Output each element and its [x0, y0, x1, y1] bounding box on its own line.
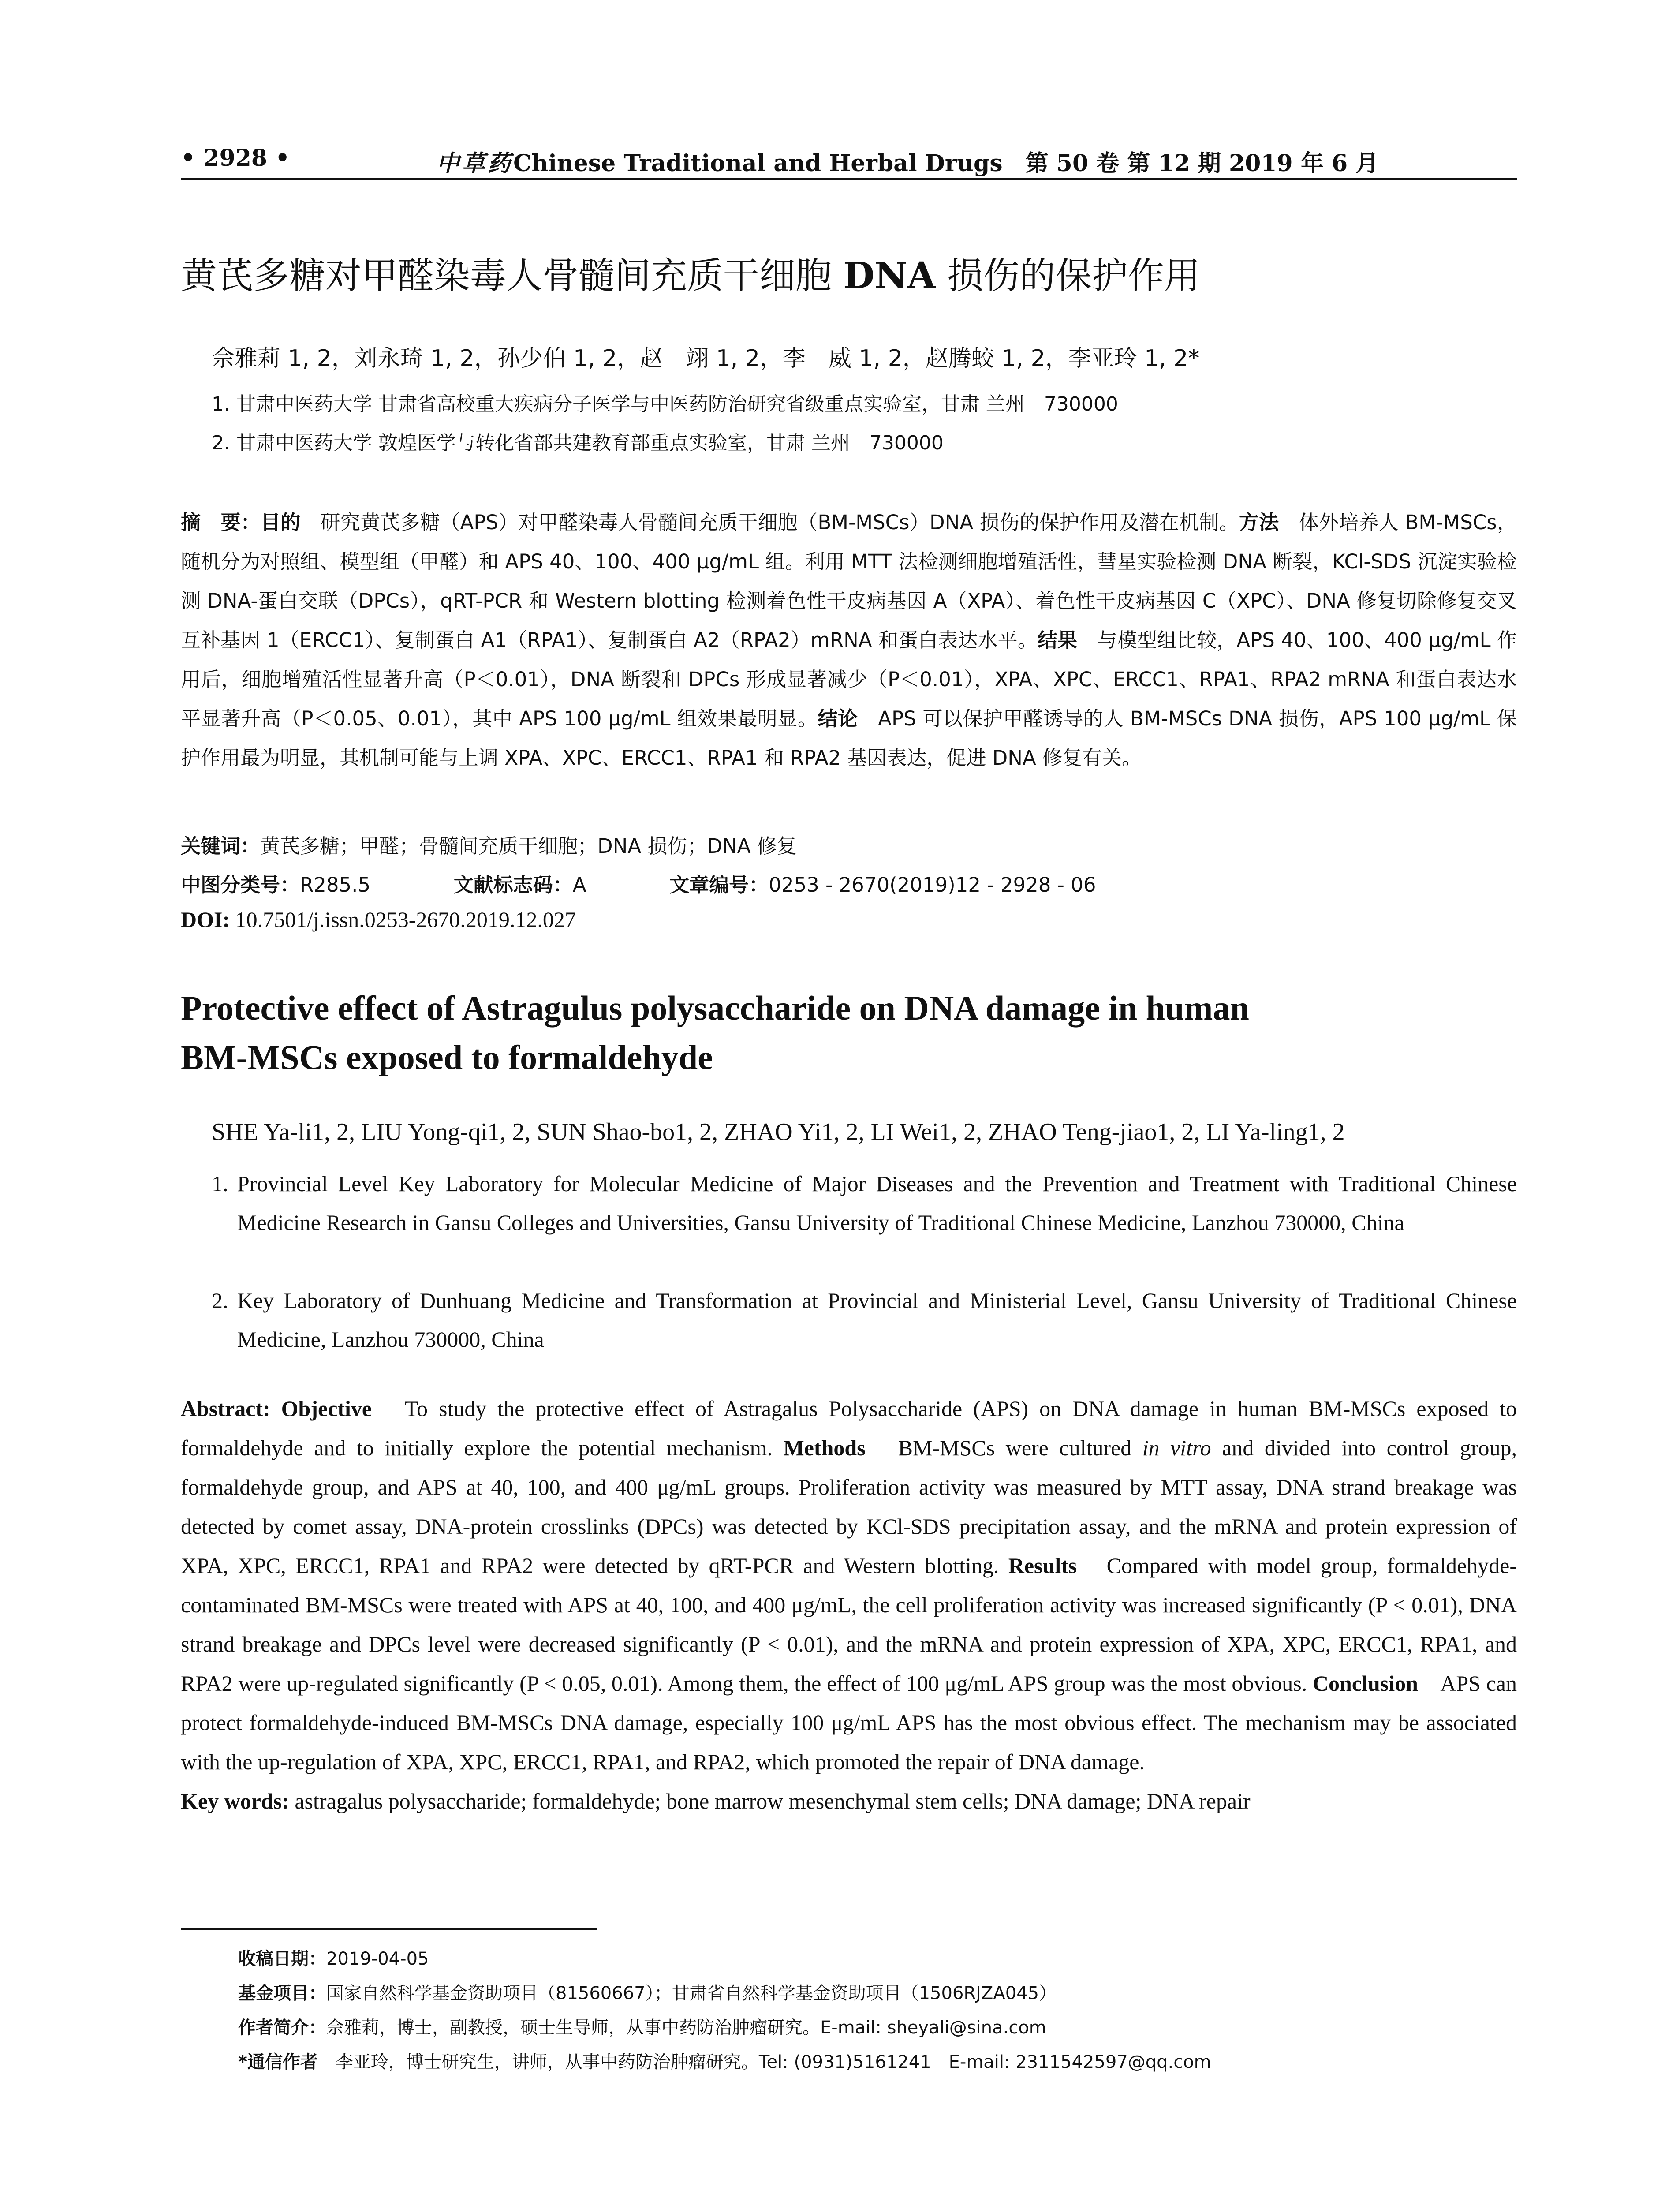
footnote-rule [181, 1928, 597, 1930]
footnote-fund: 基金项目：国家自然科学基金资助项目（81560667）；甘肃省自然科学基金资助项目（1506RJZA045） [238, 1983, 1057, 2003]
zh-title: 黄芪多糖对甲醛染毒人骨髓间充质干细胞 DNA 损伤的保护作用 [181, 254, 1200, 297]
zh-abstract: 摘 要：目的 研究黄芪多糖（APS）对甲醛染毒人骨髓间充质干细胞（BM-MSCs）DNA 损伤的保护作用及潜在机制。方法 体外培养人 BM-MSCs，随机分为对照组、模型组（甲醛）和 APS 40、100、400 μg/mL 组。利用 MTT 法检测细胞增殖活性，彗星实验检测 DNA 断裂，KCl-SDS 沉淀实验检测 DNA-蛋白交联（DPCs），qRT-PCR 和 Western blotting 检测着色性干皮病基因 A（XPA）、着色性干皮病基因 C（XPC）、DNA 修复切除修复交叉互补基因 1（ERCC1）、复制蛋白 A1（RPA1）、复制蛋白 A2（RPA2）mRNA 和蛋白表达水平。结果 与模型组比较，APS 40、100、400 μg/mL 作用后，细胞增殖活性显著升高（P＜0.01），DNA 断裂和 DPCs 形成显著减少（P＜0.01），XPA、XPC、ERCC1、RPA1、RPA2 mRNA 和蛋白表达水平显著升高（P＜0.05、0.01），其中 APS 100 μg/mL 组效果最明显。结论 APS 可以保护甲醛诱导的人 BM-MSCs DNA 损伤，APS 100 μg/mL 保护作用最为明显，其机制可能与上调 XPA、XPC、ERCC1、RPA1 和 RPA2 基因表达，促进 DNA 修复有关。 [181, 511, 1517, 770]
zh-authors: 佘雅莉 1, 2，刘永琦 1, 2，孙少伯 1, 2，赵 翊 1, 2，李 威 1, 2，赵腾蛟 1, 2，李亚玲 1, 2* [212, 345, 1200, 372]
footnote-received: 收稿日期：2019-04-05 [238, 1949, 429, 1969]
en-keywords: astragalus polysaccharide; formaldehyde; bone marrow mesenchymal stem cells; DNA damage; DNA repair [289, 1789, 1251, 1813]
zh-keywords: 关键词：黄芪多糖；甲醛；骨髓间充质干细胞；DNA 损伤；DNA 修复 [181, 834, 797, 858]
zh-affiliation-2: 2. 甘肃中医药大学 敦煌医学与转化省部共建教育部重点实验室，甘肃 兰州 730000 [212, 432, 944, 454]
en-title: Protective effect of Astragulus polysaccharide on DNA damage in human BM-MSCs exposed to formaldehyde [181, 989, 1249, 1076]
classification-line: 中图分类号：R285.5 文献标志码：A 文章编号：0253 - 2670(2019)12 - 2928 - 06 [181, 873, 1096, 897]
page-number: • 2928 • [181, 145, 290, 172]
journal-issue: Chinese Traditional and Herbal Drugs 第 50 卷 第 12 期 2019 年 6 月 [513, 150, 1379, 177]
doi-line: DOI: 10.7501/j.issn.0253-2670.2019.12.027 [181, 907, 576, 932]
header-rule [181, 178, 1517, 180]
en-affiliation-1: 1. Provincial Level Key Laboratory for Molecular Medicine of Major Diseases and the Prevention and Treatment with Traditional Chinese Medicine Research in Gansu Colleges and Universities, Gansu University of Traditional Chinese Medicine, Lanzhou 730000, China [212, 1171, 1517, 1235]
footnote-author: 作者简介：佘雅莉，博士，副教授，硕士生导师，从事中药防治肿瘤研究。E-mail: sheyali@sina.com [238, 2018, 1046, 2038]
document-code: A [572, 873, 586, 897]
running-header [181, 140, 1517, 179]
en-authors: SHE Ya-li1, 2, LIU Yong-qi1, 2, SUN Shao-bo1, 2, ZHAO Yi1, 2, LI Wei1, 2, ZHAO Teng-jiao1, 2, LI Ya-ling1, 2 [212, 1118, 1345, 1146]
en-affiliation-2: 2. Key Laboratory of Dunhuang Medicine and Transformation at Provincial and Ministerial Level, Gansu University of Traditional Chinese Medicine, Lanzhou 730000, China [212, 1288, 1517, 1352]
en-abstract: Abstract: Objective To study the protective effect of Astragalus Polysaccharide (APS) on DNA damage in human BM-MSCs exposed to formaldehyde and to initially explore the potential mechanism. Methods BM-MSCs were cultured in vitro and divided into control group, formaldehyde group, and APS at 40, 100, and 400 μg/mL groups. Proliferation activity was measured by MTT assay, DNA strand breakage was detected by comet assay, DNA-protein crosslinks (DPCs) was detected by KCl-SDS precipitation assay, and the mRNA and protein expression of XPA, XPC, ERCC1, RPA1 and RPA2 were detected by qRT-PCR and Western blotting. Results Compared with model group, formaldehyde-contaminated BM-MSCs were treated with APS at 40, 100, and 400 μg/mL, the cell proliferation activity was increased significantly (P < 0.01), DNA strand breakage and DPCs level were decreased significantly (P < 0.01), and the mRNA and protein expression of XPA, XPC, ERCC1, RPA1, and RPA2 were up-regulated significantly (P < 0.05, 0.01). Among them, the effect of 100 μg/mL APS group was the most obvious. Conclusion APS can protect formaldehyde-induced BM-MSCs DNA damage, especially 100 μg/mL APS has the most obvious effect. The mechanism may be associated with the up-regulation of XPA, XPC, ERCC1, RPA1, and RPA2, which promoted the repair of DNA damage. Key words: astragalus polysaccharide; formaldehyde; bone marrow mesenchymal stem cells; DNA damage; DNA repair [181, 1396, 1517, 1813]
journal-logo: 中草药 [437, 150, 514, 177]
doi-link[interactable]: 10.7501/j.issn.0253-2670.2019.12.027 [230, 907, 576, 932]
journal-title [437, 145, 1378, 178]
article-number: 0253 - 2670(2019)12 - 2928 - 06 [769, 873, 1096, 897]
en-keywords-label: Key words: [181, 1789, 289, 1813]
zh-affiliation-1: 1. 甘肃中医药大学 甘肃省高校重大疾病分子医学与中医药防治研究省级重点实验室，甘肃 兰州 730000 [212, 393, 1118, 415]
footnote-corresponding: *通信作者 李亚玲，博士研究生，讲师，从事中药防治肿瘤研究。Tel: (0931)5161241 E-mail: 2311542597@qq.com [238, 2052, 1211, 2072]
clc-code: R285.5 [300, 873, 371, 897]
